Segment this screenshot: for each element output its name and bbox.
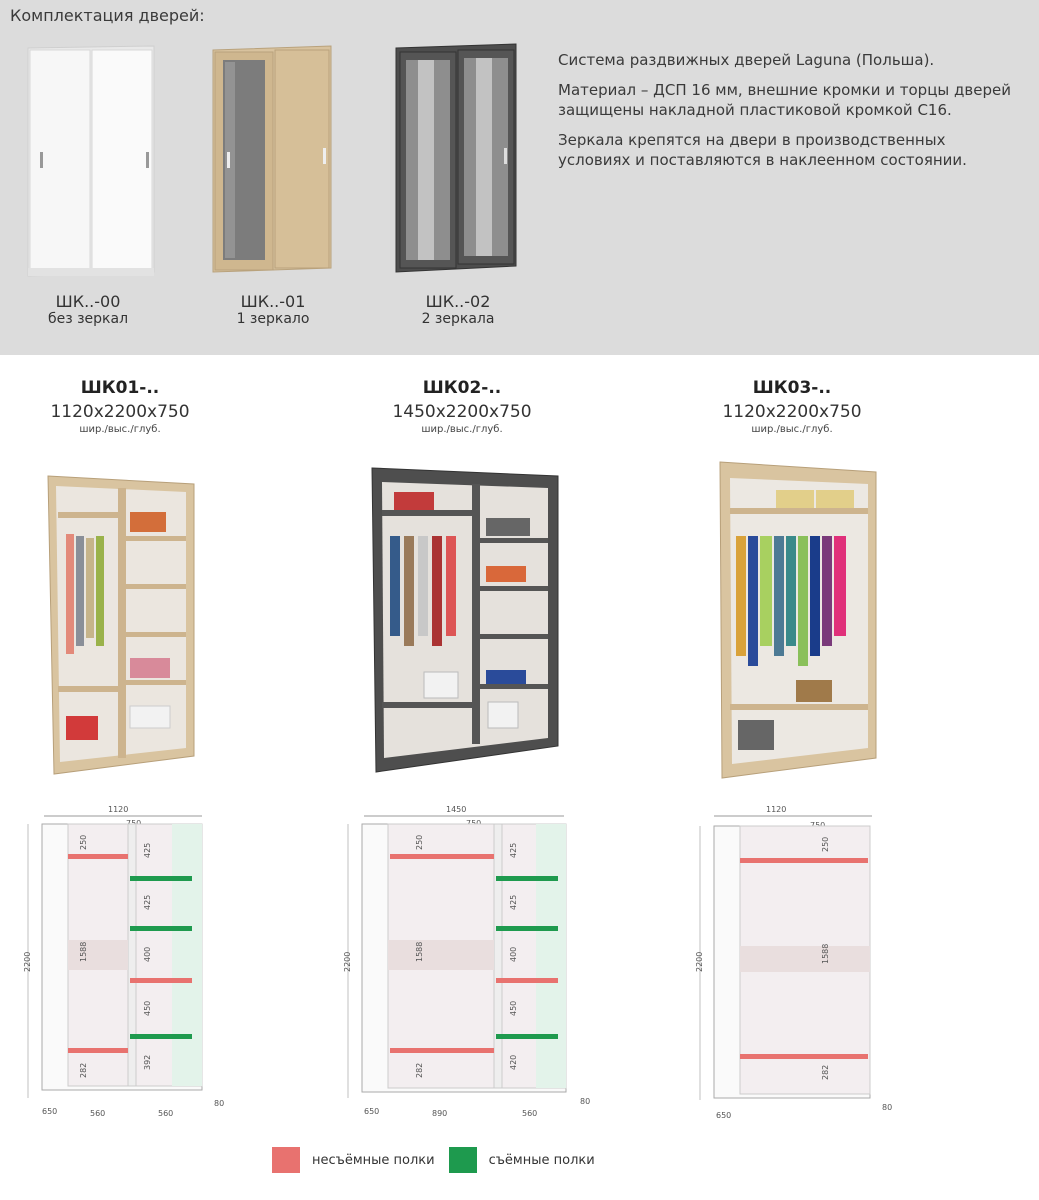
dim-right: 425 — [509, 894, 518, 910]
dim-height: 2200 — [23, 951, 32, 972]
shk03-interior-photo — [716, 458, 882, 780]
variant-code: ШК..-00 — [55, 292, 121, 311]
dim-right: 450 — [143, 1000, 152, 1016]
dim-right: 400 — [143, 946, 152, 962]
dim-left: 1588 — [79, 941, 88, 962]
legend-removable-label: съёмные полки — [488, 1152, 595, 1168]
dim-right: 392 — [143, 1054, 152, 1070]
shelf-legend — [272, 1147, 609, 1173]
removable-shelf-swatch — [449, 1147, 477, 1173]
wardrobe-dark-illustration — [378, 40, 538, 280]
info-paragraph: Материал – ДСП 16 мм, внешние кромки и торцы дверей защищены накладной пластиковой кромкой С16. — [558, 81, 1011, 119]
variant-label: 2 зеркала — [421, 311, 495, 327]
scheme-shk01 — [22, 800, 234, 1122]
model-shk02 — [342, 378, 582, 435]
dim-left: 1588 — [821, 943, 830, 964]
dim-bottom: 560 — [522, 1109, 538, 1118]
dim-plinth: 80 — [580, 1097, 591, 1106]
legend-fixed — [272, 1147, 435, 1173]
fixed-shelf-swatch — [272, 1147, 300, 1173]
dim-bottom: 650 — [364, 1107, 380, 1116]
scheme-shk03 — [692, 800, 904, 1122]
dim-bottom: 650 — [42, 1107, 58, 1116]
door-variant-02[interactable] — [378, 40, 538, 327]
dim-right: 425 — [509, 842, 518, 858]
variant-code: ШК..-02 — [425, 292, 491, 311]
door-system-description — [558, 50, 1018, 180]
dim-bottom: 650 — [716, 1111, 732, 1120]
dim-bottom: 560 — [90, 1109, 106, 1118]
dim-height: 2200 — [695, 951, 704, 972]
dim-left: 1588 — [415, 941, 424, 962]
dim-right: 400 — [509, 946, 518, 962]
legend-fixed-label: несъёмные полки — [312, 1152, 435, 1168]
dim-width: 1120 — [766, 805, 787, 814]
model-dimensions-note: шир./выс./глуб. — [751, 424, 833, 435]
legend-removable — [449, 1147, 595, 1173]
dim-left: 250 — [821, 836, 830, 852]
info-paragraph: Зеркала крепятся на двери в производственных условиях и поставляются в наклеенном состоянии. — [558, 131, 967, 169]
model-shk01 — [0, 378, 240, 435]
section-title: Комплектация дверей: — [10, 6, 205, 25]
dim-right: 420 — [509, 1054, 518, 1070]
dim-height: 2200 — [343, 951, 352, 972]
model-dimensions: 1120x2200x750 — [722, 402, 862, 422]
dim-bottom: 890 — [432, 1109, 448, 1118]
dim-width: 1450 — [446, 805, 467, 814]
model-dimensions: 1120x2200x750 — [50, 402, 190, 422]
dim-left: 250 — [79, 834, 88, 850]
model-dimensions-note: шир./выс./глуб. — [421, 424, 503, 435]
scheme-shk02 — [340, 800, 594, 1122]
variant-label: без зеркал — [47, 311, 129, 327]
dim-plinth: 80 — [214, 1099, 225, 1108]
model-code: ШК02-.. — [422, 378, 502, 398]
dim-left: 282 — [79, 1062, 88, 1078]
wardrobe-white-illustration — [8, 40, 168, 280]
model-code: ШК03-.. — [752, 378, 832, 398]
dim-left: 282 — [415, 1062, 424, 1078]
dim-left: 282 — [821, 1064, 830, 1080]
model-dimensions-note: шир./выс./глуб. — [79, 424, 161, 435]
dim-right: 425 — [143, 894, 152, 910]
dim-width: 1120 — [108, 805, 129, 814]
model-shk03 — [672, 378, 912, 435]
dim-bottom: 560 — [158, 1109, 174, 1118]
dim-left: 250 — [415, 834, 424, 850]
dim-plinth: 80 — [882, 1103, 893, 1112]
shk01-interior-photo — [44, 466, 204, 778]
model-dimensions: 1450x2200x750 — [392, 402, 532, 422]
door-variant-00[interactable] — [8, 40, 168, 327]
model-code: ШК01-.. — [80, 378, 160, 398]
variant-code: ШК..-01 — [240, 292, 306, 311]
dim-right: 450 — [509, 1000, 518, 1016]
shk02-interior-photo — [368, 462, 564, 776]
door-variant-01[interactable] — [193, 40, 353, 327]
info-paragraph: Система раздвижных дверей Laguna (Польша). — [558, 51, 935, 69]
variant-label: 1 зеркало — [236, 311, 310, 327]
wardrobe-oak-illustration — [193, 40, 353, 280]
dim-right: 425 — [143, 842, 152, 858]
